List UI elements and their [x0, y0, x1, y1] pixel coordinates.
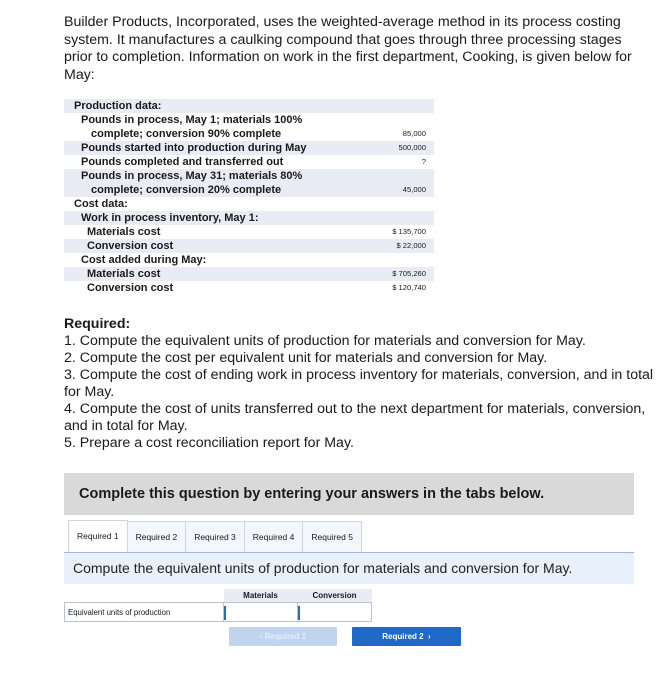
required-item: 3. Compute the cost of ending work in process inventory for materials, conversion, and in total for May. [64, 367, 654, 400]
row-label: Pounds in process, May 31; materials 80% [64, 169, 316, 183]
table-row [64, 239, 434, 253]
table-row [64, 141, 434, 155]
next-label: Required 2 [382, 632, 424, 641]
required-tabs [68, 520, 362, 552]
row-label: Cost added during May: [81, 254, 207, 266]
answer-table [64, 589, 372, 622]
materials-cell [224, 603, 298, 622]
instructions-banner: Complete this question by entering your answers in the tabs below. [64, 473, 634, 515]
answer-header-row [65, 589, 372, 603]
row-label: Cost data: [74, 198, 128, 210]
data-table [64, 99, 434, 295]
row-label: Pounds in process, May 1; materials 100% [81, 114, 303, 126]
table-row [64, 253, 434, 267]
table-row [64, 99, 434, 113]
answer-row [65, 603, 372, 622]
row-value [316, 197, 434, 211]
table-row [64, 113, 434, 127]
required-section [64, 316, 654, 452]
row-value: $ 705,260 [316, 267, 434, 281]
row-value [316, 169, 434, 183]
row-value: $ 120,740 [392, 283, 426, 292]
table-row [64, 267, 434, 281]
row-label: complete; conversion 90% complete [91, 128, 282, 140]
row-label: Pounds started into production during May [64, 141, 316, 155]
row-label: Production data: [64, 99, 316, 113]
next-button[interactable] [352, 627, 461, 646]
table-row [64, 169, 434, 183]
table-row [64, 225, 434, 239]
row-label: Materials cost [64, 267, 316, 281]
row-value [316, 113, 434, 127]
header-blank [65, 589, 224, 603]
row-value: 85,000 [402, 129, 426, 138]
materials-input[interactable] [224, 606, 297, 620]
answer-row-label: Equivalent units of production [65, 603, 224, 622]
intro-text: Builder Products, Incorporated, uses the weighted-average method in its process costing system. It manufactures a caulking compound that goes through three processing stages prior to completion. Information on work in the first department, Cooking, is given below for May: [64, 14, 632, 83]
tab-instruction: Compute the equivalent units of production for materials and conversion for May. [64, 552, 634, 584]
row-value: $ 135,700 [392, 227, 426, 236]
tab-required-2[interactable]: Required 2 [128, 521, 187, 554]
conversion-input[interactable] [298, 606, 371, 620]
required-heading: Required: [64, 316, 131, 332]
required-item: 5. Prepare a cost reconciliation report for May. [64, 435, 354, 451]
required-item: 4. Compute the cost of units transferred out to the next department for materials, conversion, and in total for May. [64, 401, 646, 434]
problem-intro [64, 14, 639, 84]
required-item: 1. Compute the equivalent units of production for materials and conversion for May. [64, 333, 586, 349]
chevron-right-icon: › [423, 632, 431, 641]
table-row [64, 197, 434, 211]
tab-required-5[interactable]: Required 5 [303, 521, 362, 554]
chevron-left-icon: ‹ [259, 632, 265, 641]
row-label: Pounds completed and transferred out [81, 156, 284, 168]
row-label: Materials cost [87, 226, 161, 238]
header-conversion: Conversion [298, 589, 372, 603]
row-value [316, 253, 434, 267]
table-row [64, 183, 434, 197]
tab-required-4[interactable]: Required 4 [245, 521, 304, 554]
row-label: Work in process inventory, May 1: [64, 211, 316, 225]
row-label: Conversion cost [64, 239, 316, 253]
row-label: complete; conversion 20% complete [64, 183, 316, 197]
row-label: Conversion cost [87, 282, 174, 294]
conversion-cell [298, 603, 372, 622]
tab-required-3[interactable]: Required 3 [186, 521, 245, 554]
row-value: $ 22,000 [316, 239, 434, 253]
table-row [64, 211, 434, 225]
row-value: 500,000 [316, 141, 434, 155]
required-item: 2. Compute the cost per equivalent unit for materials and conversion for May. [64, 350, 548, 366]
table-row [64, 127, 434, 141]
header-materials: Materials [224, 589, 298, 603]
row-value: 45,000 [316, 183, 434, 197]
row-value [316, 99, 434, 113]
table-row [64, 281, 434, 295]
prev-label: Required 1 [264, 632, 307, 641]
tab-required-1[interactable]: Required 1 [69, 520, 128, 554]
row-value [316, 211, 434, 225]
prev-button[interactable] [229, 627, 337, 646]
table-row [64, 155, 434, 169]
row-value: ? [421, 157, 426, 166]
